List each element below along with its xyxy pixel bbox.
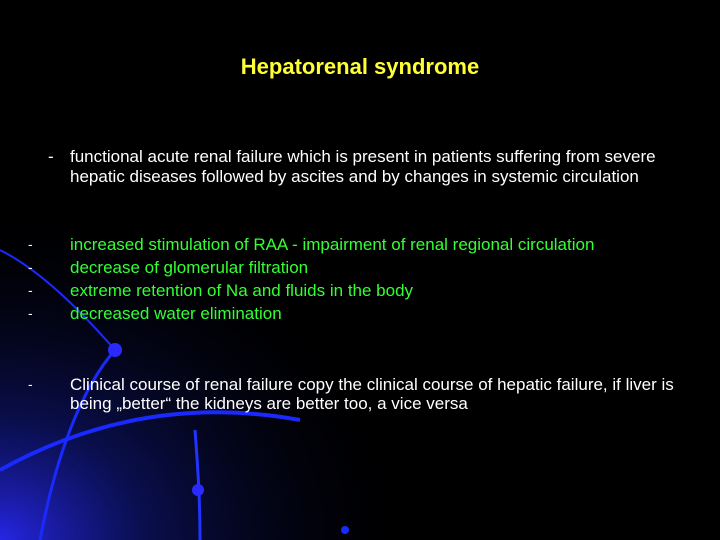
- bullet-dash: -: [28, 236, 33, 252]
- bullet-dash: -: [28, 305, 33, 321]
- slide-title: Hepatorenal syndrome: [240, 54, 480, 79]
- list-item: [28, 258, 688, 277]
- list-item-text: Clinical course of renal failure copy the clinical course of hepatic failure, if liver is being „better“ the kidneys are better too, a vice versa: [70, 375, 674, 413]
- mechanism-list: [28, 235, 688, 327]
- list-item-text: increased stimulation of RAA - impairment of renal regional circulation: [70, 235, 595, 254]
- clinical-course-list: [28, 375, 688, 413]
- list-item: [28, 304, 688, 323]
- bullet-dash: -: [28, 282, 33, 298]
- list-item: [28, 281, 688, 300]
- bullet-dash: -: [48, 147, 54, 166]
- decor-node: [341, 526, 349, 534]
- intro-text: functional acute renal failure which is present in patients suffering from severe hepatic diseases followed by ascites and by changes in systemic circulation: [70, 147, 656, 186]
- list-item: [28, 235, 688, 254]
- list-item-text: decrease of glomerular filtration: [70, 258, 309, 277]
- bullet-dash: -: [28, 259, 33, 275]
- intro-definition: [48, 147, 688, 187]
- bullet-dash: -: [28, 376, 33, 392]
- list-item-text: decreased water elimination: [70, 304, 282, 323]
- list-item-text: extreme retention of Na and fluids in the body: [70, 281, 414, 300]
- decor-node: [108, 343, 122, 357]
- list-item: [28, 375, 688, 413]
- decor-node: [192, 484, 204, 496]
